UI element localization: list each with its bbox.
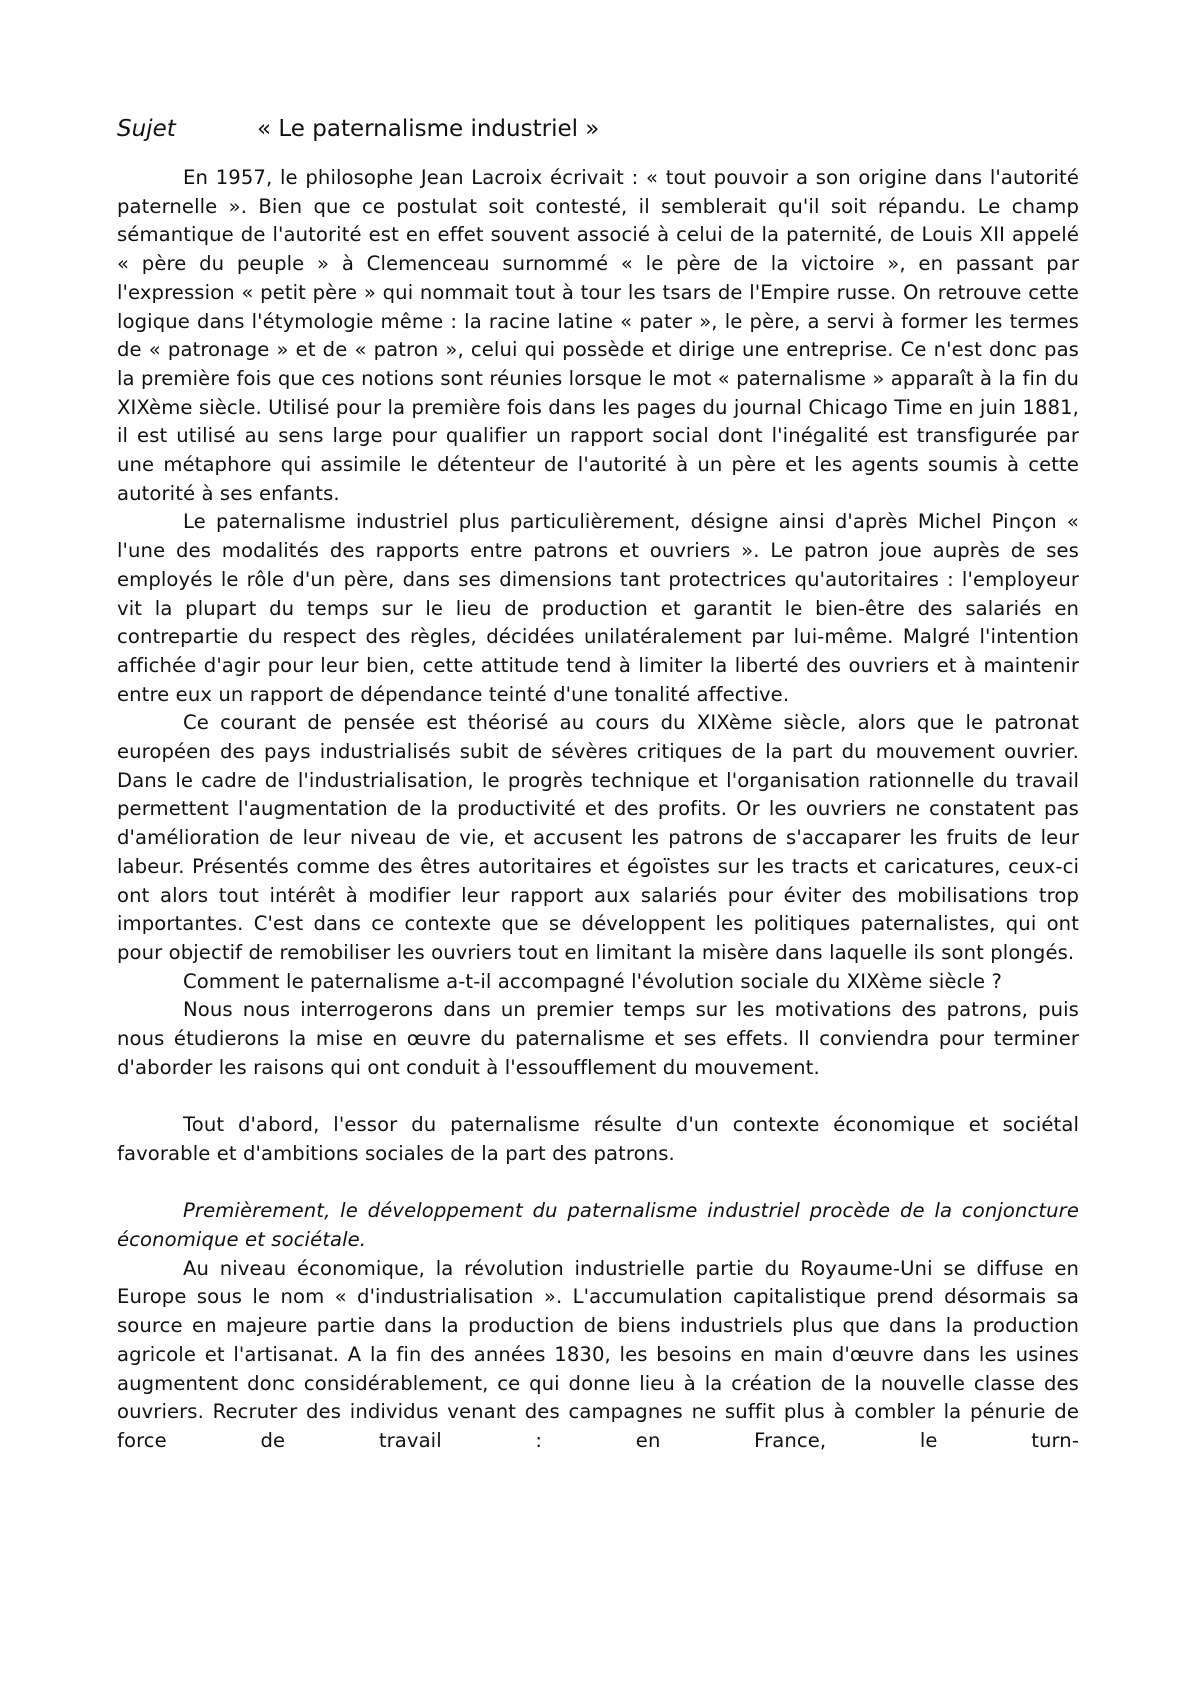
document-title: « Le paternalisme industriel » [257, 116, 600, 142]
paragraph-plan: Nous nous interrogerons dans un premier temps sur les motivations des patrons, puis nous étudierons la mise en œuvre du paternalisme et ses effets. Il conviendra pour terminer d'aborder les raisons qui ont conduit à l'essoufflement du mouvement. [117, 998, 1079, 1079]
subject-label: Sujet [117, 116, 176, 142]
title-row [117, 114, 1079, 144]
paragraph-industrial-paternalism: Le paternalisme industriel plus particulièrement, désigne ainsi d'après Michel Pinçon « l'une des modalités des rapports entre patrons et ouvriers ». Le patron joue auprès de ses employés le rôle d'un père, dans ses dimensions tant protectrices qu'autoritaires : l'employeur vit la plupart du temps sur le lieu de production et garantit le bien-être des salariés en contrepartie du respect des règles, décidées unilatéralement par lui-même. Malgré l'intention affichée d'agir pour leur bien, cette attitude tend à limiter la liberté des ouvriers et à maintenir entre eux un rapport de dépendance teinté d'une tonalité affective. [117, 510, 1079, 706]
paragraph-part-one-intro: Tout d'abord, l'essor du paternalisme résulte d'un contexte économique et sociétal favorable et d'ambitions sociales de la part des patrons. [117, 1113, 1079, 1165]
paragraph-historical-context: Ce courant de pensée est théorisé au cours du XIXème siècle, alors que le patronat européen des pays industrialisés subit de sévères critiques de la part du mouvement ouvrier. Dans le cadre de l'industrialisation, le progrès technique et l'organisation rationnelle du travail permettent l'augmentation de la productivité et des profits. Or les ouvriers ne constatent pas d'amélioration de leur niveau de vie, et accusent les patrons de s'accaparer les fruits de leur labeur. Présentés comme des êtres autoritaires et égoïstes sur les tracts et caricatures, ceux-ci ont alors tout intérêt à modifier leur rapport aux salariés pour éviter des mobilisations trop importantes. C'est dans ce contexte que se développent les politiques paternalistes, qui ont pour objectif de remobiliser les ouvriers tout en limitant la misère dans laquelle ils sont plongés. [117, 711, 1079, 964]
paragraph-subpart-heading: Premièrement, le développement du paternalisme industriel procède de la conjoncture économique et sociétale. [117, 1199, 1079, 1251]
document-page [117, 114, 1079, 1456]
paragraph-economic-context: Au niveau économique, la révolution industrielle partie du Royaume-Uni se diffuse en Europe sous le nom « d'industrialisation ». L'accumulation capitalistique prend désormais sa source en majeure partie dans la production de biens industriels plus que dans la production agricole et l'artisanat. A la fin des années 1830, les besoins en main d'œuvre dans les usines augmentent donc considérablement, ce qui donne lieu à la création de la nouvelle classe des ouvriers. Recruter des individus venant des campagnes ne suffit plus à combler la pénurie de force de travail : en France, le turn- [117, 1256, 1079, 1452]
paragraph-intro-definition: En 1957, le philosophe Jean Lacroix écrivait : « tout pouvoir a son origine dans l'autorité paternelle ». Bien que ce postulat soit contesté, il semblerait qu'il soit répandu. Le champ sémantique de l'autorité est en effet souvent associé à celui de la paternité, de Louis XII appelé « père du peuple » à Clemenceau surnommé « le père de la victoire », en passant par l'expression « petit père » qui nommait tout à tour les tsars de l'Empire russe. On retrouve cette logique dans l'étymologie même : la racine latine « pater », le père, a servi à former les termes de « patronage » et de « patron », celui qui possède et dirige une entreprise. Ce n'est donc pas la première fois que ces notions sont réunies lorsque le mot « paternalisme » apparaît à la fin du XIXème siècle. Utilisé pour la première fois dans les pages du journal Chicago Time en juin 1881, il est utilisé au sens large pour qualifier un rapport social dont l'inégalité est transfigurée par une métaphore qui assimile le détenteur de l'autorité à un père et les agents soumis à cette autorité à ses enfants. [117, 166, 1079, 505]
paragraph-problematic: Comment le paternalisme a-t-il accompagné l'évolution sociale du XIXème siècle ? [183, 969, 1002, 993]
